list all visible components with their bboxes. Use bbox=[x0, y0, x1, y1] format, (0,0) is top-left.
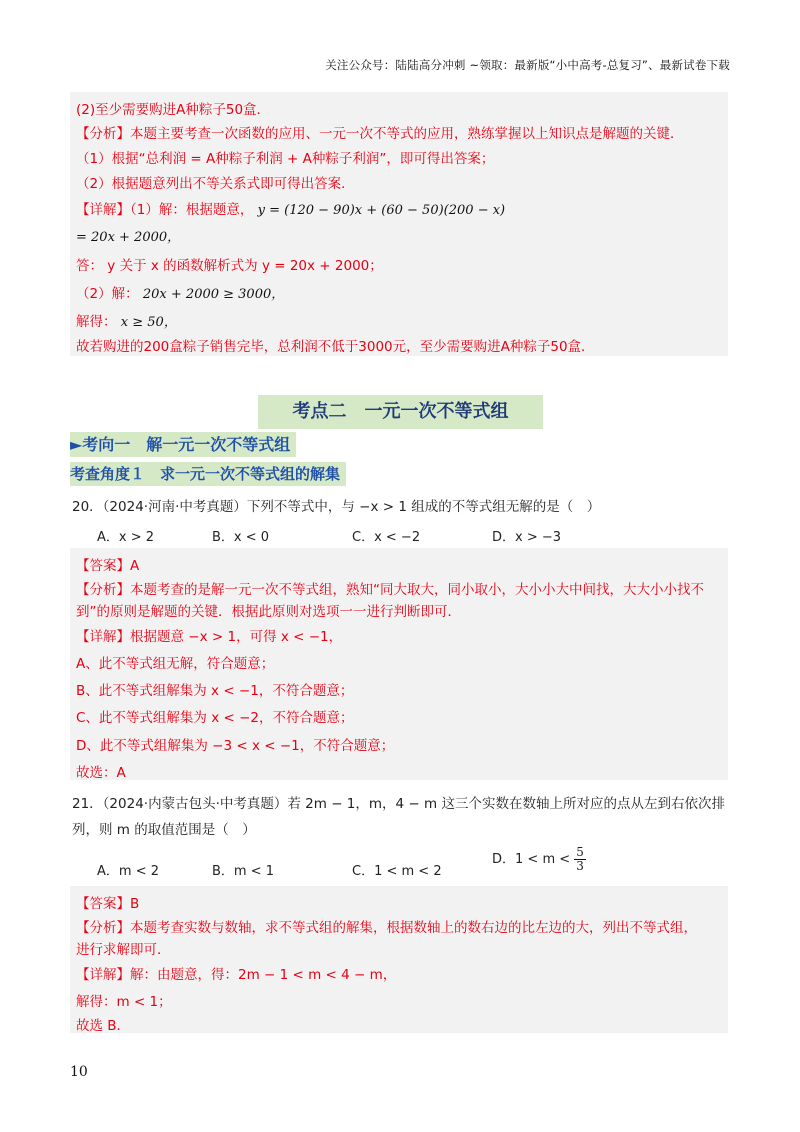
detail-label: 【详解】（1）解：根据题意， bbox=[76, 202, 254, 218]
solution-box-3 bbox=[70, 886, 728, 1033]
detail-option-c: C、此不等式组解集为 x < −2，不符合题意； bbox=[76, 710, 354, 726]
question-21-stem-2: 列，则 m 的取值范围是（ ） bbox=[72, 822, 256, 838]
conclusion-line: 故若购进的200盒粽子销售完毕，总利润不低于3000元，至少需要购进A种粽子50盒． bbox=[76, 339, 595, 355]
solution-box-1 bbox=[70, 92, 728, 356]
choice-line: 故选 B． bbox=[76, 1018, 131, 1034]
q21-option-c: C．1 < m < 2 bbox=[352, 864, 442, 879]
detail-option-a: A、此不等式组无解，符合题意； bbox=[76, 656, 275, 672]
solution-box-2 bbox=[70, 548, 728, 780]
page-header: 关注公众号：陆陆高分冲刺 ~领取：最新版“小中高考-总复习”、最新试卷下载 bbox=[325, 58, 730, 72]
analysis-line: 【分析】本题主要考查一次函数的应用、一元一次不等式的应用，熟练掌握以上知识点是解题的关键． bbox=[76, 126, 684, 142]
detail-option-d: D、此不等式组解集为 −3 < x < −1，不符合题意； bbox=[76, 738, 395, 754]
q21-option-a: A．m < 2 bbox=[97, 864, 159, 879]
q21-option-d-text: D．1 < m < bbox=[492, 852, 571, 867]
part2-label: （2）解： bbox=[76, 286, 139, 302]
fraction bbox=[574, 846, 586, 873]
answer-line: 【答案】B bbox=[76, 896, 140, 912]
answer-line: 【答案】A bbox=[76, 558, 140, 574]
solve-line: 解得：m < 1； bbox=[76, 994, 172, 1010]
solution: x ≥ 50， bbox=[120, 315, 177, 330]
section-title: 考点二 一元一次不等式组 bbox=[258, 395, 543, 429]
answer-label: 答： bbox=[76, 258, 103, 274]
detail-line: 【详解】根据题意 −x > 1，可得 x < −1， bbox=[76, 629, 343, 645]
analysis-step-1: （1）根据“总利润 = A种粽子利润 + A种粽子利润”，即可得出答案； bbox=[76, 151, 495, 167]
detail-line: 【详解】解：由题意，得：2m − 1 < m < 4 − m， bbox=[76, 967, 397, 983]
answer-function: y 关于 x 的函数解析式为 y = 20x + 2000； bbox=[107, 258, 383, 274]
analysis-line-1: 【分析】本题考查实数与数轴，求不等式组的解集，根据数轴上的数右边的比左边的大，列出不等式组， bbox=[76, 920, 697, 936]
choice-line: 故选：A bbox=[76, 765, 126, 781]
solve-line bbox=[76, 310, 177, 330]
question-20-stem: 20．（2024·河南·中考真题）下列不等式中，与 −x > 1 组成的不等式组无解的是（ ） bbox=[72, 499, 601, 515]
detail-line-2 bbox=[76, 226, 180, 245]
question-21-stem-1: 21．（2024·内蒙古包头·中考真题）若 2m − 1，m，4 − m 这三个实数在数轴上所对应的点从左到右依次排 bbox=[72, 796, 725, 812]
inequality-line bbox=[76, 282, 284, 302]
q20-option-c: C．x < −2 bbox=[352, 530, 421, 545]
detail-line-1 bbox=[76, 198, 505, 218]
q20-option-a: A．x > 2 bbox=[97, 530, 155, 545]
analysis-line-1: 【分析】本题考查的是解一元一次不等式组，熟知“同大取大，同小取小，大小小大中间找，大大小小找不 bbox=[76, 582, 704, 598]
solve-label: 解得： bbox=[76, 314, 117, 330]
detail-option-b: B、此不等式组解集为 x < −1，不符合题意； bbox=[76, 683, 354, 699]
page-number: 10 bbox=[70, 1064, 88, 1080]
q20-option-d: D．x > −3 bbox=[492, 530, 562, 545]
answer-line: (2)至少需要购进A种粽子50盒． bbox=[76, 102, 271, 118]
fraction-denominator: 3 bbox=[576, 859, 584, 873]
inequality: 20x + 2000 ≥ 3000， bbox=[142, 287, 285, 302]
detail-equation: y = (120 − 90)x + (60 − 50)(200 − x) bbox=[257, 203, 506, 218]
detail-equation-2: = 20x + 2000， bbox=[76, 230, 181, 245]
analysis-step-2: （2）根据题意列出不等关系式即可得出答案． bbox=[76, 176, 355, 192]
direction-heading: ►考向一 解一元一次不等式组 bbox=[70, 432, 296, 457]
analysis-line-2: 到”的原则是解题的关键．根据此原则对选项一一进行判断即可． bbox=[76, 604, 461, 620]
q21-option-b: B．m < 1 bbox=[212, 864, 275, 879]
analysis-line-2: 进行求解即可． bbox=[76, 942, 171, 958]
angle-heading: 考查角度１ 求一元一次不等式组的解集 bbox=[70, 462, 346, 486]
q20-option-b: B．x < 0 bbox=[212, 530, 270, 545]
q21-option-d bbox=[492, 846, 586, 873]
fraction-numerator: 5 bbox=[576, 845, 584, 859]
answer-function-line bbox=[76, 254, 383, 274]
